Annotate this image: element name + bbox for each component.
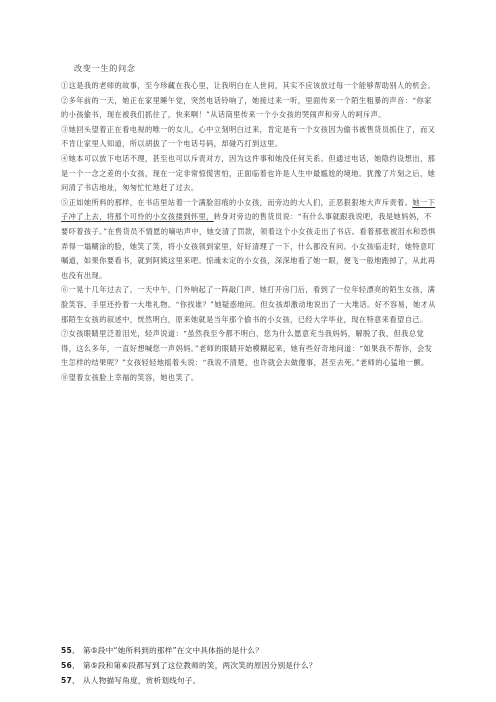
question-text: 第⑤段中“她所料到的那样”在文中具体指的是什么？ bbox=[82, 646, 264, 655]
document-title: 改变一生的问念 bbox=[74, 63, 136, 73]
paragraph-5 bbox=[61, 196, 439, 284]
question-item bbox=[61, 674, 441, 689]
question-number: 57． bbox=[61, 675, 80, 685]
article-body bbox=[61, 79, 439, 385]
paragraph-3: ③她回头望着正在看电视的唯一的女儿，心中立刻明白过来，肯定是有一个女孩因为偷书被售货员抓住了，而又不肯让家里人知道，所以胡拔了一个电话号码，却碰巧打到这里。 bbox=[61, 124, 436, 149]
paragraph-4: ④她本可以放下电话不理，甚至也可以斥责对方，因为这件事和她没任何关系。但通过电话，她隐约设想出，那是一个一念之差的小女孩，现在一定非常惊慌害怕，正面临着也许是人生中最尴尬的境地。犹豫了片刻之后，她问清了书店地址，匆匆忙忙地赶了过去。 bbox=[61, 153, 436, 193]
question-item bbox=[61, 644, 441, 659]
question-item bbox=[61, 659, 441, 674]
question-list bbox=[61, 644, 441, 688]
paragraph-5-text-before: ⑤正如她所料的那样，在书店里站着一个满脸泪痕的小女孩，而旁边的大人们，正恶狠狠地大声斥责着。 bbox=[61, 197, 413, 207]
paragraph-5-text-after: 转身对旁边的售货员说：“有什么事就跟我说吧，我是她妈妈，不要吓着孩子。”在售货员不情愿的嘀咕声中，她交清了罚款，领着这个小女孩走出了书店。看着那张被泪水和恐惧弄得一塌糊涂的脸，她笑了笑，将小女孩领到家里，好好清理了一下，什么都没有问。小女孩临走时，她特意叮嘱道，如果你要看书，就到阿姨这里来吧。惊魂未定的小女孩，深深地看了她一眼，便飞一般地跑掉了，从此再也没有出现。 bbox=[61, 212, 436, 280]
underlined-sentence: 她一下子冲了上去，将那个可怜的小女孩搂到怀里， bbox=[61, 197, 436, 222]
question-number: 55． bbox=[61, 646, 80, 655]
question-text: 从人物描写角度，赏析划线句子。 bbox=[82, 675, 201, 685]
paragraph-1: ①这是我的老师的故事，至今珍藏在我心里，让我明白在人世间，其实不应该放过每一个能够帮助别人的机会。 bbox=[61, 81, 436, 90]
paragraph-6: ⑥一晃十几年过去了，一天中午，门外响起了一阵敲门声，她打开房门后，看到了一位年轻漂亮的陌生女孩，满脸笑容，手里还拎着一大堆礼物。“你找谁？”她疑惑地问。但女孩却激动地说出了一大堆话。好不容易，她才从那陌生女孩的叙述中，恍然明白，原来她就是当年那个偷书的小女孩，已经大学毕业，现在特意来看望自己。 bbox=[61, 285, 436, 324]
paragraph-2: ②多年前的一天，她正在家里睡午觉，突然电话铃响了，她接过来一听，里面传来一个陌生粗暴的声音：“你家的小孩偷书，现在被我们抓住了，快来啊！”从话筒里传来一个小女孩的哭闹声和旁人的呵斥声。 bbox=[61, 95, 432, 120]
question-text: 第⑤段和第⑥段都写到了这位教师的笑，两次笑的原因分别是什么？ bbox=[82, 660, 317, 670]
question-number: 56． bbox=[61, 660, 80, 670]
paragraph-8: ⑧望着女孩脸上幸福的笑容，她也笑了。 bbox=[61, 372, 199, 382]
paragraph-7: ⑦女孩眼睛里泛着泪光，轻声说道：“虽然我至今都不明白，您为什么愿意充当我妈妈，解脱了我，但我总觉得，这么多年，一直好想喊您一声妈妈。”老师的眼睛开始模糊起来，她有些好奇地问道：“如果我不帮你，会发生怎样的结果呢？”女孩轻轻地摇着头说：“我说不清楚，也许就会去做傻事，甚至去死。”老师的心猛地一颤。 bbox=[61, 329, 433, 368]
